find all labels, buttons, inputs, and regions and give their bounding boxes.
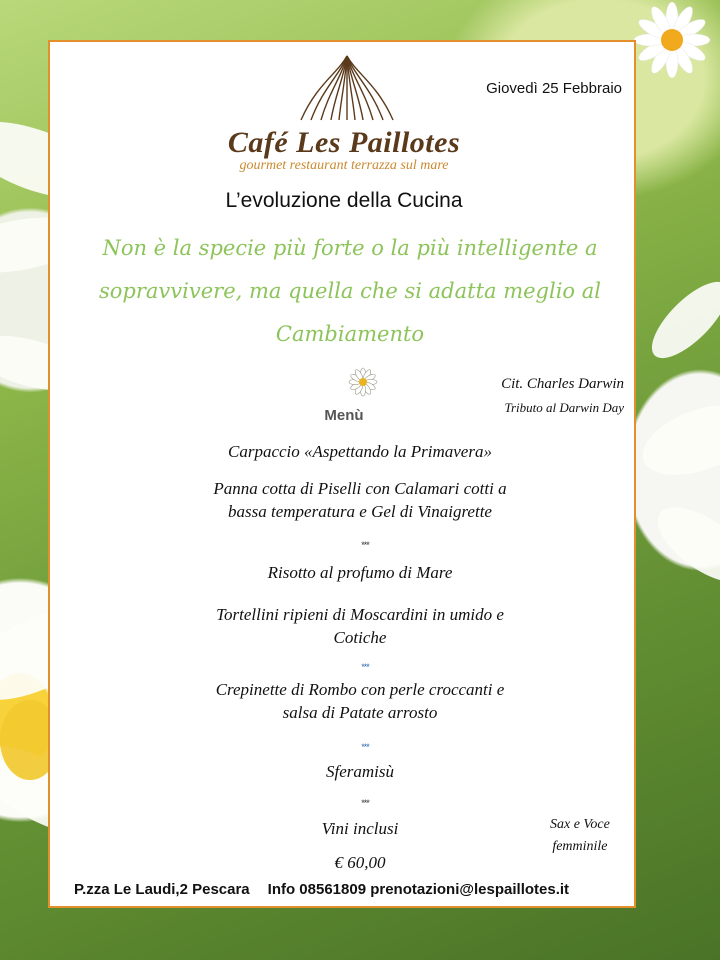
menu-item (170, 561, 550, 584)
entertainment-line: Sax e Voce (550, 817, 610, 832)
brand-name: Café Les Paillotes (227, 126, 461, 159)
menu-item-line: bassa temperatura e Gel di Vinaigrette (228, 502, 492, 521)
menu-item-line: Risotto al profumo di Mare (267, 563, 453, 582)
quote-citation: Cit. Charles Darwin (501, 376, 624, 392)
contact-footer (74, 881, 569, 898)
menu-item (170, 817, 550, 840)
menu-item-line: Crepinette di Rombo con perle croccanti e (215, 680, 505, 699)
entertainment-line: femminile (552, 839, 608, 854)
menu-item-line: € 60,00 (334, 853, 386, 872)
event-date: Giovedì 25 Febbraio (486, 80, 622, 97)
entertainment-note (550, 814, 610, 858)
background-daisy-petal (633, 391, 720, 488)
menu-card (48, 40, 636, 908)
onion-dome-logo-icon (297, 54, 397, 122)
background-daisy-petal (646, 493, 720, 597)
menu-separator: *** (361, 742, 369, 752)
menu-price (170, 851, 550, 874)
menu-item-line: Vini inclusi (321, 819, 399, 838)
corner-daisy-icon (630, 2, 714, 78)
menu-item (170, 678, 550, 724)
menu-separator: *** (361, 662, 369, 672)
menu-item (170, 477, 550, 523)
menu-item (170, 440, 550, 463)
background-daisy-petal (641, 271, 720, 370)
brand-tagline: gourmet restaurant terrazza sul mare (239, 158, 449, 173)
footer-address: P.zza Le Laudi,2 Pescara (74, 881, 250, 898)
menu-item-line: Carpaccio «Aspettando la Primavera» (228, 442, 492, 461)
menu-item-line: salsa di Patate arrosto (282, 703, 438, 722)
footer-contact: Info 08561809 prenotazioni@lespaillotes.it (267, 881, 570, 898)
menu-separator: *** (361, 540, 369, 550)
small-daisy-icon (348, 367, 378, 397)
quote-tribute: Tributo al Darwin Day (504, 400, 624, 415)
event-title: L’evoluzione della Cucina (225, 189, 463, 212)
menu-item-line: Sferamisù (326, 762, 394, 781)
quote-line: sopravvivere, ma quella che si adatta meglio al (99, 279, 601, 303)
quote-line: Cambiamento (275, 322, 425, 346)
menu-item-line: Tortellini ripieni di Moscardini in umido e (216, 605, 504, 624)
menu-item (170, 603, 550, 649)
menu-separator: *** (361, 798, 369, 808)
menu-heading: Menù (324, 407, 364, 424)
quote-line: Non è la specie più forte o la più intelligente a (102, 236, 598, 260)
menu-item-line: Panna cotta di Piselli con Calamari cotti a (213, 479, 507, 498)
menu-item (170, 760, 550, 783)
menu-item-line: Cotiche (333, 628, 387, 647)
darwin-quote (80, 227, 620, 356)
